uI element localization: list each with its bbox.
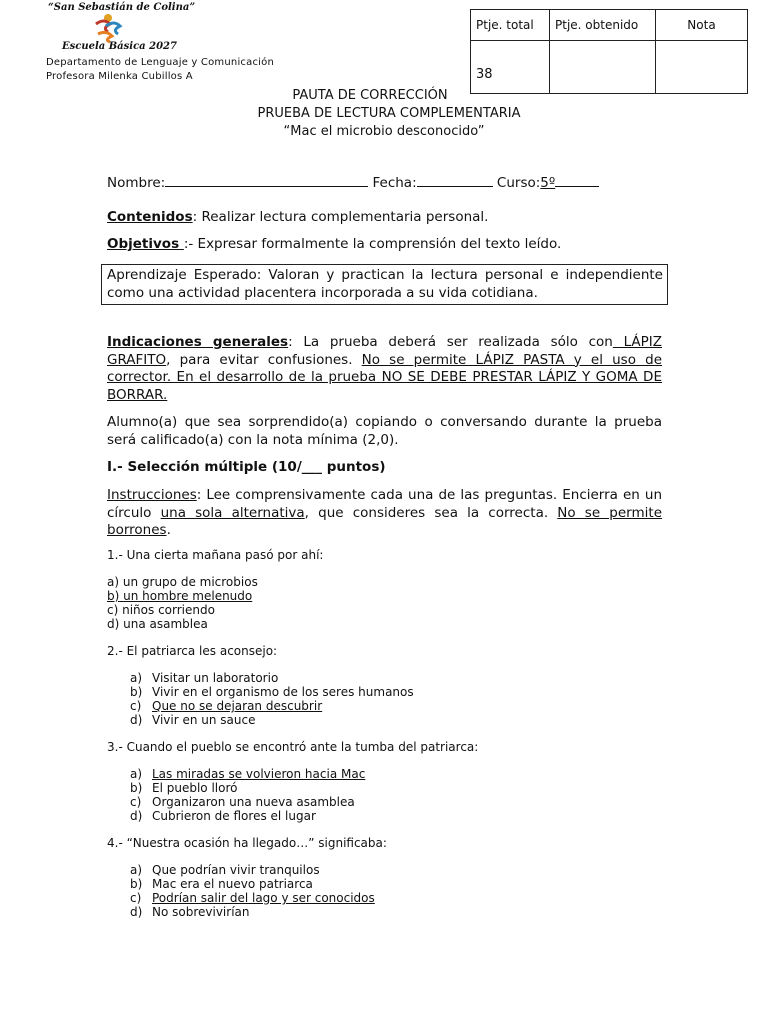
question-2-options — [130, 671, 414, 727]
option-label: a) — [130, 863, 143, 877]
option-2a[interactable] — [130, 671, 414, 685]
option-text: Podrían salir del lago y ser conocidos — [152, 891, 375, 905]
book-title: “Mac el microbio desconocido” — [283, 124, 485, 139]
indicaciones-text-3: , para evitar confusiones. — [166, 351, 362, 368]
contenidos-line — [107, 209, 662, 227]
score-total-value: 38 — [471, 41, 550, 94]
option-label: b) — [130, 877, 143, 891]
option-2d[interactable] — [130, 713, 414, 727]
alumno-note: Alumno(a) que sea sorprendido(a) copiando o conversando durante la prueba será calificado(a) con la nota mínima (2,0). — [107, 414, 662, 448]
option-4c-correct[interactable] — [130, 891, 375, 905]
question-1-options — [107, 575, 258, 631]
objetivos-line — [107, 236, 662, 254]
option-text: Mac era el nuevo patriarca — [152, 877, 313, 891]
objetivos-text: :- Expresar formalmente la comprensión del texto leído. — [183, 236, 562, 252]
contenidos-text: : Realizar lectura complementaria personal. — [192, 209, 489, 225]
option-text: Que no se dejaran descubrir — [152, 699, 323, 713]
student-info-line — [107, 174, 662, 193]
indicaciones-text-2: LÁPIZ GRAFITO — [107, 334, 663, 368]
option-label: d) — [130, 809, 143, 823]
score-table — [470, 9, 748, 94]
question-2: 2.- El patriarca les aconsejo: — [107, 644, 278, 658]
instructions-paragraph — [107, 487, 662, 540]
option-text: un grupo de microbios — [122, 575, 258, 589]
option-label: c) — [107, 603, 119, 617]
score-header-grade: Nota — [656, 10, 748, 41]
instructions-text-3: , que consideres sea la correcta. — [304, 504, 558, 521]
option-3a-correct[interactable] — [130, 767, 365, 781]
option-text: una asamblea — [123, 617, 208, 631]
option-label: d) — [130, 713, 143, 727]
section-title: I.- Selección múltiple (10/___ puntos) — [107, 459, 386, 475]
option-label: b) — [130, 685, 143, 699]
option-text: Cubrieron de flores el lugar — [152, 809, 316, 823]
option-label: d) — [130, 905, 143, 919]
indicaciones-text-4: No se permite LÁPIZ PASTA y el uso de corrector. En el desarrollo de la prueba NO SE DEBE PRESTAR LÁPIZ Y GOMA DE BORRAR. — [107, 351, 663, 403]
course-field[interactable] — [555, 174, 599, 187]
department-line: Departamento de Lenguaje y Comunicación — [46, 57, 274, 68]
option-1a[interactable] — [107, 575, 258, 589]
option-text: niños corriendo — [122, 603, 215, 617]
option-label: b) — [107, 589, 120, 603]
option-3c[interactable] — [130, 795, 365, 809]
course-value: 5º — [540, 175, 556, 191]
option-2b[interactable] — [130, 685, 414, 699]
option-label: a) — [130, 671, 143, 685]
option-text: Visitar un laboratorio — [152, 671, 279, 685]
teacher-line: Profesora Milenka Cubillos A — [46, 71, 193, 82]
school-name: “San Sebastián de Colina” — [48, 2, 196, 13]
name-label: Nombre: — [107, 175, 166, 191]
score-grade-cell[interactable] — [656, 41, 748, 94]
option-label: d) — [107, 617, 120, 631]
score-obtained-cell[interactable] — [550, 41, 656, 94]
name-field[interactable] — [165, 174, 368, 187]
indicaciones-label: Indicaciones generales — [107, 334, 289, 350]
question-3-options — [130, 767, 365, 823]
option-1d[interactable] — [107, 617, 258, 631]
question-3: 3.- Cuando el pueblo se encontró ante la tumba del patriarca: — [107, 740, 479, 754]
option-4b[interactable] — [130, 877, 375, 891]
date-field[interactable] — [417, 174, 493, 187]
date-label: Fecha: — [372, 175, 417, 191]
option-label: c) — [130, 699, 142, 713]
doc-subtitle: PRUEBA DE LECTURA COMPLEMENTARIA — [257, 106, 521, 121]
course-label: Curso: — [496, 175, 541, 191]
option-1b-correct[interactable] — [107, 589, 258, 603]
option-2c-correct[interactable] — [130, 699, 414, 713]
score-header-total: Ptje. total — [471, 10, 550, 41]
instructions-text-1: : Lee comprensivamente cada una de las preguntas. Encierra en un círculo — [107, 487, 662, 521]
indicaciones-text-1: : La prueba deberá ser realizada sólo con — [288, 334, 613, 350]
indicaciones-paragraph — [107, 334, 662, 404]
instructions-label: Instrucciones — [107, 487, 197, 503]
option-label: b) — [130, 781, 143, 795]
option-4a[interactable] — [130, 863, 375, 877]
question-4: 4.- “Nuestra ocasión ha llegado…” significaba: — [107, 836, 387, 850]
option-text: Las miradas se volvieron hacia Mac — [152, 767, 366, 781]
objetivos-label: Objetivos — [107, 236, 184, 252]
instructions-text-2: una sola alternativa — [160, 504, 305, 521]
option-1c[interactable] — [107, 603, 258, 617]
school-logo — [88, 12, 128, 44]
option-3b[interactable] — [130, 781, 365, 795]
instructions-text-5: . — [166, 522, 171, 538]
option-text: Vivir en el organismo de los seres humanos — [152, 685, 414, 699]
option-label: a) — [130, 767, 143, 781]
aprendizaje-box: Aprendizaje Esperado: Valoran y practican la lectura personal e independiente como una actividad placentera incorporada a su vida cotidiana. — [101, 264, 668, 305]
contenidos-label: Contenidos — [107, 209, 193, 225]
option-text: un hombre melenudo — [123, 589, 253, 603]
option-4d[interactable] — [130, 905, 375, 919]
option-text: El pueblo lloró — [152, 781, 238, 795]
option-text: Vivir en un sauce — [152, 713, 256, 727]
option-text: Organizaron una nueva asamblea — [152, 795, 355, 809]
doc-title: PAUTA DE CORRECCIÓN — [292, 88, 448, 103]
school-subtitle: Escuela Básica 2027 — [62, 41, 177, 52]
option-label: a) — [107, 575, 120, 589]
option-text: Que podrían vivir tranquilos — [152, 863, 320, 877]
option-text: No sobrevivirían — [152, 905, 250, 919]
score-header-obtained: Ptje. obtenido — [550, 10, 656, 41]
question-4-options — [130, 863, 375, 919]
question-1: 1.- Una cierta mañana pasó por ahí: — [107, 548, 324, 562]
option-label: c) — [130, 891, 142, 905]
instructions-text-4: No se permite borrones — [107, 504, 662, 538]
option-3d[interactable] — [130, 809, 365, 823]
option-label: c) — [130, 795, 142, 809]
